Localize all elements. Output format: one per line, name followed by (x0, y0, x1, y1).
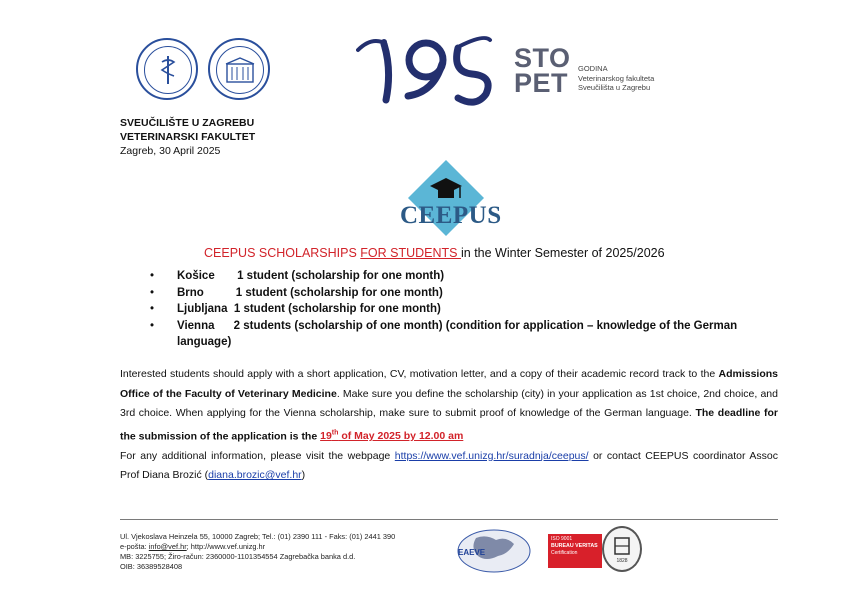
university-name: SVEUČILIŠTE U ZAGREBU (120, 117, 255, 129)
footer-email-link[interactable]: info@vef.hr (148, 542, 187, 551)
body-paragraph: Interested students should apply with a short application, CV, motivation letter, and a copy of their academic record track to the Admissions Office of the Faculty of Veterinary Medicine. Make sure you define the scholarship (city) in your application as 1st choice, 2nd choice, and 3rd choice. When applying for the Vienna scholarship, make sure to submit proof of knowledge of the German language. The deadline for the submission of the application is the 19th of May 2025 by 12.00 am For any additional information, please visit the webpage https://www.vef.unizg.hr/suradnja/ceepus/ or contact CEEPUS coordinator Assoc Prof Diana Brozić (diana.brozic@vef.hr) (120, 368, 779, 481)
ceepus-logo-text: CEEPUS (400, 202, 502, 229)
eaeve-logo (456, 528, 532, 574)
ceepus-webpage-link[interactable]: https://www.vef.unizg.hr/suradnja/ceepus/ (394, 449, 589, 462)
letterhead (120, 116, 255, 158)
bureau-veritas-badge: ISO 9001 BUREAU VERITAS Certification (548, 534, 602, 568)
anniversary-bird-logo (356, 30, 498, 108)
footer-contact: Ul. Vjekoslava Heinzela 55, 10000 Zagreb; Tel.: (01) 2390 111 - Faks: (01) 2441 390 e-pošta: info@vef.hr; http://www.vef.unizg.hr MB: 3225755; Žiro-račun: 2360000-1101354554 Zagrebačka banka d.d. OIB: 36389528408 (120, 532, 396, 571)
announcement-title: CEEPUS SCHOLARSHIPS FOR STUDENTS in the Winter Semester of 2025/2026 (204, 246, 665, 260)
svg-text:EAEVE: EAEVE (458, 548, 486, 557)
ceepus-logo (396, 158, 502, 240)
anniversary-caption: GODINA Veterinarskog fakulteta Sveučilišta u Zagrebu (578, 64, 655, 92)
footer-divider (120, 519, 778, 520)
bureau-veritas-seal: 1828 (602, 526, 642, 572)
coordinator-email-link[interactable]: diana.brozic@vef.hr (208, 469, 302, 481)
list-item: • Ljubljana 1 student (scholarship for one month) (150, 303, 441, 315)
university-seal-logo (136, 38, 198, 100)
list-item: • Vienna 2 students (scholarship of one month) (condition for application – knowledge of the German language) (150, 319, 741, 348)
deadline-text: The deadline for the submission of the application is the (120, 407, 779, 442)
list-item: • Košice 1 student (scholarship for one month) (150, 270, 445, 282)
anniversary-number-top: STO (514, 43, 571, 73)
list-item: • Brno 1 student (scholarship for one month) (150, 286, 443, 299)
scholarship-list (150, 268, 777, 351)
faculty-seal-logo (208, 38, 270, 100)
faculty-name: VETERINARSKI FAKULTET (120, 131, 256, 143)
anniversary-number-bottom: PET (514, 68, 569, 98)
document-date: Zagreb, 30 April 2025 (120, 145, 221, 157)
deadline-date: 19th of May 2025 by 12.00 am (320, 429, 464, 442)
